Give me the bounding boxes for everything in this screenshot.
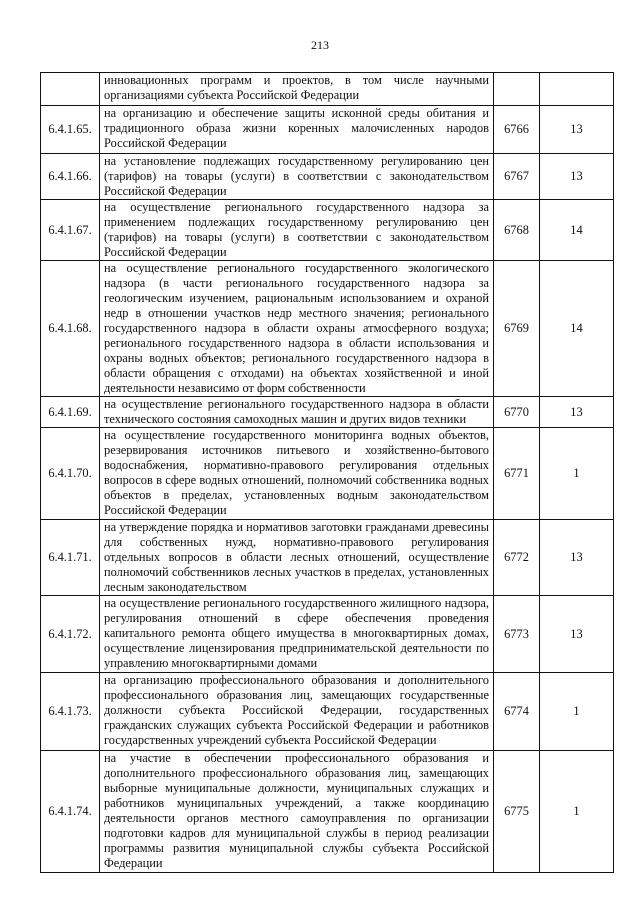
row-count: 13 xyxy=(540,106,614,154)
row-number xyxy=(494,73,540,106)
row-count: 14 xyxy=(540,200,614,261)
row-text: на осуществление государственного мониторинга водных объектов, резервирования источников питьевого и хозяйственно-бытового водоснабжения, нормативно-правового регулирования отдельных вопросов в сфере водных отношений, полномочий собственника водных объектов в пределах, установленных водным законодательством Российской Федерации xyxy=(100,428,494,520)
row-text: на осуществление регионального государственного экологического надзора (в части регионального государственного надзора за геологическим изучением, рациональным использованием и охраной недр в отношении участков недр местного значения; регионального государственного надзора в области охраны атмосферного воздуха; регионального государственного надзора в области использования и охраны водных объектов; регионального государственного надзора в области обращения с отходами) на объектах хозяйственной и иной деятельности независимо от форм собственности xyxy=(100,261,494,397)
row-number: 6775 xyxy=(494,751,540,873)
table-row xyxy=(41,200,614,261)
table-row xyxy=(41,751,614,873)
row-count xyxy=(540,73,614,106)
row-count: 13 xyxy=(540,397,614,428)
table-row xyxy=(41,397,614,428)
row-count: 13 xyxy=(540,520,614,596)
table-row xyxy=(41,428,614,520)
row-number: 6769 xyxy=(494,261,540,397)
row-code: 6.4.1.66. xyxy=(41,154,100,200)
row-count: 1 xyxy=(540,428,614,520)
row-code xyxy=(41,73,100,106)
table-row xyxy=(41,154,614,200)
row-code: 6.4.1.74. xyxy=(41,751,100,873)
table-row xyxy=(41,73,614,106)
row-text: на участие в обеспечении профессионального образования и дополнительного профессионального образования лиц, замещающих выборные муниципальные должности, муниципальных служащих и работников муниципальных учреждений, а также координацию деятельности органов местного самоуправления по организации подготовки кадров для муниципальной службы в период реализации программы развития муниципальной службы субъекта Российской Федерации xyxy=(100,751,494,873)
row-count: 1 xyxy=(540,673,614,751)
row-code: 6.4.1.69. xyxy=(41,397,100,428)
row-number: 6774 xyxy=(494,673,540,751)
row-count: 13 xyxy=(540,154,614,200)
row-number: 6767 xyxy=(494,154,540,200)
row-text: на осуществление регионального государственного надзора за применением подлежащих государственному регулированию цен (тарифов) на товары (услуги) в соответствии с законодательством Российской Федерации xyxy=(100,200,494,261)
row-text: на осуществление регионального государственного надзора в области технического состояния самоходных машин и других видов техники xyxy=(100,397,494,428)
row-code: 6.4.1.68. xyxy=(41,261,100,397)
row-number: 6771 xyxy=(494,428,540,520)
page-number: 213 xyxy=(311,38,329,52)
row-number: 6772 xyxy=(494,520,540,596)
row-code: 6.4.1.67. xyxy=(41,200,100,261)
row-count: 1 xyxy=(540,751,614,873)
row-text: на организацию и обеспечение защиты исконной среды обитания и традиционного образа жизни коренных малочисленных народов Российской Федерации xyxy=(100,106,494,154)
row-code: 6.4.1.70. xyxy=(41,428,100,520)
row-code: 6.4.1.65. xyxy=(41,106,100,154)
table-row xyxy=(41,596,614,673)
row-code: 6.4.1.73. xyxy=(41,673,100,751)
row-code: 6.4.1.71. xyxy=(41,520,100,596)
row-number: 6773 xyxy=(494,596,540,673)
row-count: 14 xyxy=(540,261,614,397)
row-text: на организацию профессионального образования и дополнительного профессионального образования лиц, замещающих государственные должности субъекта Российской Федерации, государственных гражданских служащих субъекта Российской Федерации и работников государственных учреждений субъекта Российской Федерации xyxy=(100,673,494,751)
row-number: 6768 xyxy=(494,200,540,261)
row-text: на осуществление регионального государственного жилищного надзора, регулирования отношений в сфере обеспечения проведения капитального ремонта общего имущества в многоквартирных домах, осуществление лицензирования предпринимательской деятельности по управлению многоквартирными домами xyxy=(100,596,494,673)
table-row xyxy=(41,673,614,751)
row-number: 6770 xyxy=(494,397,540,428)
table-row xyxy=(41,520,614,596)
row-number: 6766 xyxy=(494,106,540,154)
table-row xyxy=(41,106,614,154)
row-text: на установление подлежащих государственному регулированию цен (тарифов) на товары (услуги) в соответствии с законодательством Российской Федерации xyxy=(100,154,494,200)
table-row xyxy=(41,261,614,397)
row-text: на утверждение порядка и нормативов заготовки гражданами древесины для собственных нужд, нормативно-правового регулирования отдельных вопросов в области лесных отношений, осуществление полномочий собственников лесных участков в пределах, установленных лесным законодательством xyxy=(100,520,494,596)
row-text: инновационных программ и проектов, в том числе научными организациями субъекта Российской Федерации xyxy=(100,73,494,106)
row-code: 6.4.1.72. xyxy=(41,596,100,673)
expenditure-table xyxy=(40,72,614,873)
row-count: 13 xyxy=(540,596,614,673)
